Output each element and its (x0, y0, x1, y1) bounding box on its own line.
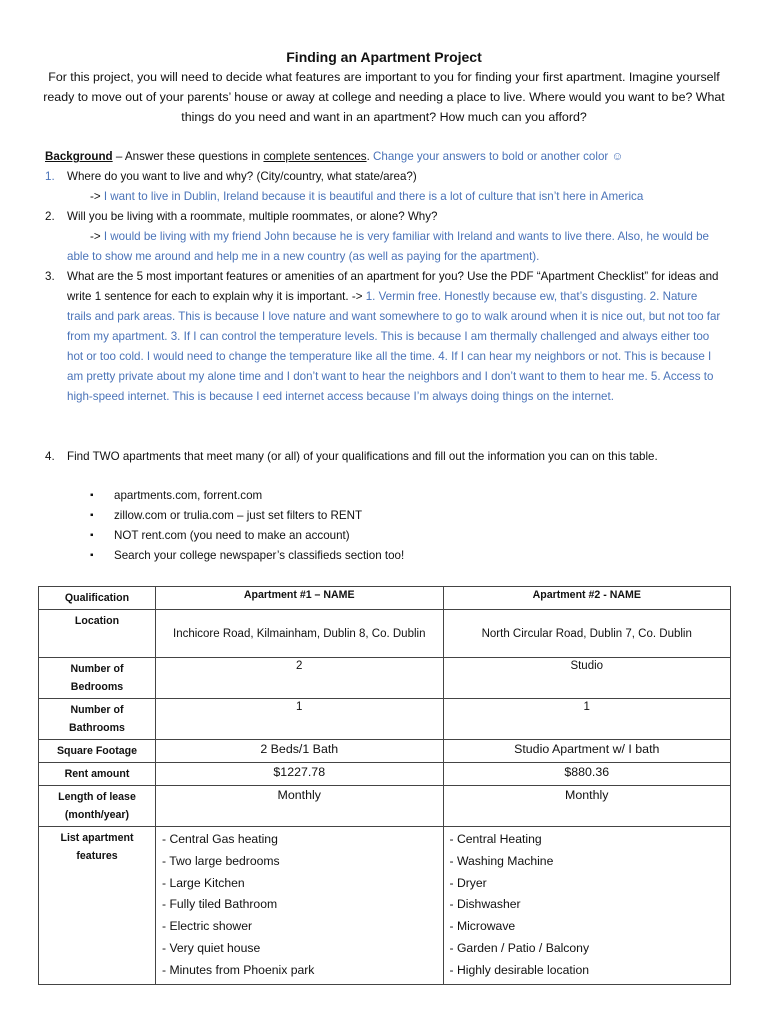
list-item: - Dryer (449, 875, 487, 890)
table-row (39, 699, 731, 740)
answer-3-text: 1. Vermin free. Honestly because ew, that’s disgusting. 2. Nature trails and park areas. This is because I love nature and want somewhere to go to walk around when it is nice out, but not too far from my apartment. 3. If I can control the temperature levels. This is because I am thermally challenged and always either too hot or too cold. I would need to change the temperature like all the time. 4. If I can hear my neighbors or not. This is because I am pretty private about my alone time and I don’t want to hear the neighbors and I don’t want to them to hear me. 5. Access to high-speed internet. This is because I eed internet access because I’m always doing things on the internet. (67, 290, 721, 403)
list-item: - Washing Machine (449, 853, 554, 868)
question-2-text: Will you be living with a roommate, multiple roommates, or alone? Why? (67, 210, 438, 223)
location-apartment-2: North Circular Road, Dublin 7, Co. Dublin (443, 610, 731, 658)
table-row (39, 763, 731, 786)
row-label-location: Location (39, 610, 156, 658)
square-footage-apartment-1: 2 Beds/1 Bath (156, 740, 444, 763)
question-3 (45, 267, 725, 407)
square-footage-apartment-2: Studio Apartment w/ I bath (443, 740, 731, 763)
page-title: Finding an Apartment Project (286, 49, 482, 65)
bedrooms-apartment-1: 2 (156, 658, 444, 699)
row-label-rent: Rent amount (39, 763, 156, 786)
bathrooms-apartment-2: 1 (443, 699, 731, 740)
row-label-bathrooms: Number of Bathrooms (39, 699, 156, 740)
background-instruction: – Answer these questions in (112, 150, 264, 163)
apartment-comparison-table (38, 586, 731, 985)
rent-apartment-2: $880.36 (443, 763, 731, 786)
question-1-number: 1. (45, 170, 55, 183)
question-1 (45, 167, 725, 207)
list-item: - Microwave (449, 919, 516, 934)
color-note: Change your answers to bold or another color ☺ (369, 150, 624, 163)
list-item: - Dishwasher (449, 897, 521, 912)
complete-sentences-text: complete sentences (263, 150, 367, 163)
lease-apartment-1: Monthly (156, 786, 444, 827)
header-apartment-2: Apartment #2 - NAME (443, 587, 731, 610)
question-4-number: 4. (45, 450, 55, 463)
row-label-bedrooms: Number of Bedrooms (39, 658, 156, 699)
list-item: - Highly desirable location (449, 962, 590, 977)
table-row (39, 740, 731, 763)
table-row (39, 610, 731, 658)
table-row (39, 658, 731, 699)
list-item: - Central Gas heating (162, 832, 278, 846)
question-3-text (45, 267, 725, 407)
question-3-prompt: What are the 5 most important features or amenities of an apartment for you? Use the PDF “Apartment Checklist” for ideas and write 1 sentence for each to explain why it is important. -> (67, 270, 719, 303)
features-apartment-1 (156, 827, 444, 985)
list-item: - Central Heating (449, 832, 542, 846)
lease-apartment-2: Monthly (443, 786, 731, 827)
list-item: ▪ NOT rent.com (you need to make an account) (90, 526, 404, 546)
row-label-lease: Length of lease (month/year) (39, 786, 156, 827)
list-item: ▪ Search your college newspaper’s classifieds section too! (90, 546, 404, 566)
row-label-features: List apartment features (39, 827, 156, 985)
answer-1-text: I want to live in Dublin, Ireland because it is beautiful and there is a lot of culture that isn’t here in America (100, 190, 644, 203)
header-qualification: Qualification (39, 587, 156, 610)
list-item: ▪ zillow.com or trulia.com – just set filters to RENT (90, 506, 404, 526)
question-2 (45, 207, 725, 267)
question-4 (45, 447, 725, 467)
intro-paragraph: For this project, you will need to decide what features are important to you for finding your first apartment. Imagine yourself ready to move out of your parents’ house or away at college and needing a place to live. Where would you want to be? What things do you need and want in an apartment? How much can you afford? (43, 70, 725, 124)
question-2-number: 2. (45, 210, 55, 223)
background-label: Background (45, 150, 113, 163)
table-row (39, 786, 731, 827)
row-label-square-footage: Square Footage (39, 740, 156, 763)
list-item: - Very quiet house (162, 940, 261, 955)
answer-1 (45, 187, 725, 207)
features-apartment-2 (443, 827, 731, 985)
list-item: - Large Kitchen (162, 875, 245, 890)
question-3-number: 3. (45, 270, 55, 283)
answer-2 (45, 227, 725, 267)
list-item: - Fully tiled Bathroom (162, 897, 278, 912)
list-item: ▪ apartments.com, forrent.com (90, 486, 404, 506)
list-item: - Minutes from Phoenix park (162, 962, 315, 977)
question-1-text: Where do you want to live and why? (City/country, what state/area?) (67, 170, 417, 183)
table-header-row (39, 587, 731, 610)
bathrooms-apartment-1: 1 (156, 699, 444, 740)
background-line (45, 147, 725, 167)
bedrooms-apartment-2: Studio (443, 658, 731, 699)
list-item: - Garden / Patio / Balcony (449, 940, 590, 955)
answer-2-arrow: -> (90, 230, 101, 243)
answer-2-text: I would be living with my friend John because he is very familiar with Ireland and wants to live there. Also, he would be able to show me around and help me in a new country (as well as paying for the apartment). (67, 230, 709, 263)
answer-1-arrow: -> (90, 190, 101, 203)
list-item: - Electric shower (162, 919, 253, 934)
location-apartment-1: Inchicore Road, Kilmainham, Dublin 8, Co. Dublin (156, 610, 444, 658)
header-apartment-1: Apartment #1 – NAME (156, 587, 444, 610)
resource-list (90, 486, 404, 566)
question-4-text: Find TWO apartments that meet many (or all) of your qualifications and fill out the information you can on this table. (67, 450, 658, 463)
list-item: - Two large bedrooms (162, 853, 280, 868)
background-period: . (366, 150, 370, 163)
table-row (39, 827, 731, 985)
rent-apartment-1: $1227.78 (156, 763, 444, 786)
